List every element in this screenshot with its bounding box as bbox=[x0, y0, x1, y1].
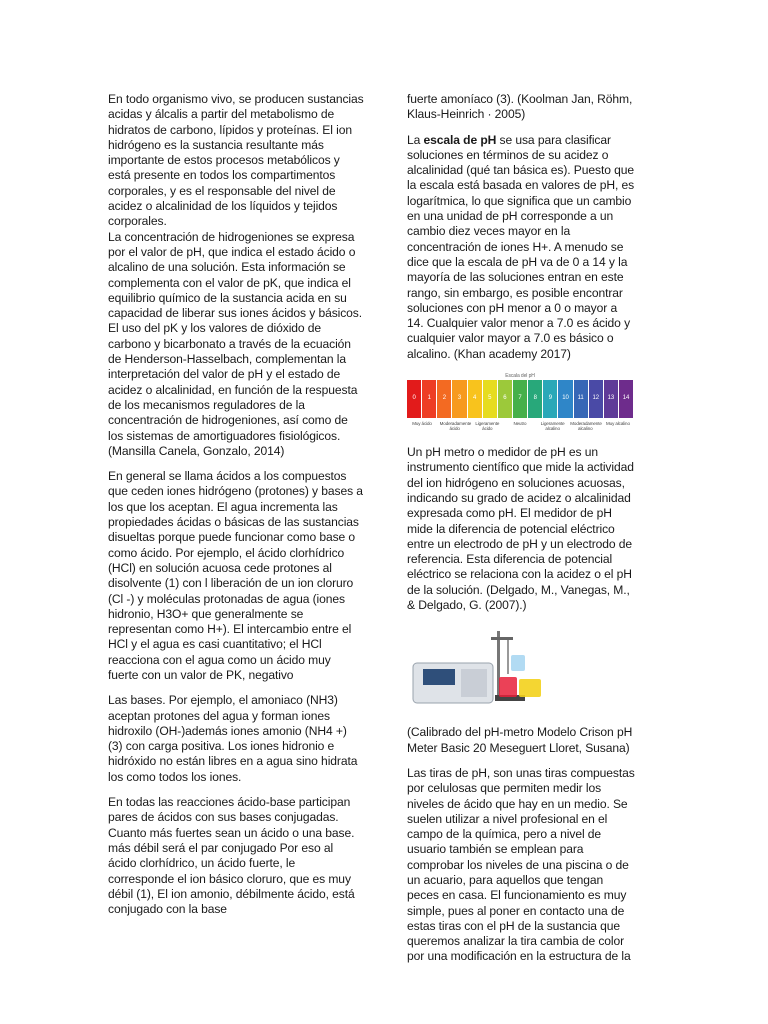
ph-cell-9: 9 bbox=[543, 380, 557, 418]
ph-cell-6: 6 bbox=[498, 380, 512, 418]
ph-descriptor: Moderadamente ácido bbox=[439, 421, 472, 432]
ph-scale-term: escala de pH bbox=[423, 132, 497, 147]
ph-cell-3: 3 bbox=[452, 380, 466, 418]
ph-cell-8: 8 bbox=[528, 380, 542, 418]
paragraph-intro: En todo organismo vivo, se producen sustancias acidas y álcalis a partir del metabolismo de hidratos de carbono, lípidos y proteínas. El ion hidrógeno es la sustancia resultante más importante de estos procesos metabólicos y está presente en todos los compartimentos corporales, y es el responsable del nivel de acidez o alcalinidad de los líquidos y tejidos corporales. bbox=[108, 92, 364, 229]
ph-cell-11: 11 bbox=[574, 380, 588, 418]
paragraph-bases: Las bases. Por ejemplo, el amoniaco (NH3) aceptan protones del agua y forman iones hidroxilo (OH-)además iones amonio (NH4 +) (3) con carga positiva. Los iones hidronio e hidróxido no están libres en a agua sino hidrata los como todos los iones. bbox=[108, 693, 358, 784]
ph-descriptor: Muy ácido bbox=[412, 421, 432, 427]
paragraph-ammonia-citation: fuerte amoníaco (3). (Koolman Jan, Röhm, Klaus-Heinrich · 2005) bbox=[407, 92, 633, 122]
ph-descriptor: Moderadamente alcalino bbox=[570, 421, 602, 432]
ph-cell-2: 2 bbox=[437, 380, 451, 418]
ph-meter-illustration bbox=[411, 623, 551, 713]
ph-cell-10: 10 bbox=[558, 380, 572, 418]
paragraph-ph-meter: Un pH metro o medidor de pH es un instrumento científico que mide la actividad del ion hidrógeno en soluciones acuosas, indicando su grado de acidez o alcalinidad expresada como pH. El medidor de pH mide la diferencia de potencial eléctrico entre un electrodo de pH y un electrodo de referencia. Esta diferencia de potencial eléctrico se relaciona con la acidez o el pH de la solución. (Delgado, M., Vanegas, M., & Delgado, G. (2007).) bbox=[407, 445, 634, 613]
ph-descriptor: Ligeramente alcalino bbox=[540, 421, 565, 432]
paragraph-conjugate-pairs: En todas las reacciones ácido-base participan pares de ácidos con sus bases conjugadas. Cuanto más fuertes sean un ácido o una base. más débil será el par conjugado Por eso al ácido clorhídrico, un ácido fuerte, le corresponde el ion básico cloruro, que es muy débil (1), El ion amonio, débilmente ácido, está conjugado con la base bbox=[108, 795, 355, 917]
ph-descriptor: Ligeramente ácido bbox=[475, 421, 500, 432]
ph-descriptor: Muy alcalino bbox=[606, 421, 630, 427]
ph-cell-13: 13 bbox=[604, 380, 618, 418]
left-column bbox=[108, 92, 364, 927]
paragraph-acids: En general se llama ácidos a los compuestos que ceden iones hidrógeno (protones) y bases a los que los aceptan. El agua incrementa las propiedades ácidas o básicas de las sustancias disueltas porque puede funcionar como base o como ácido. Por ejemplo, el ácido clorhídrico (HCl) en solución acuosa cede protones al disolvente (1) con l liberación de un ion cloruro (Cl -) y moléculas protonadas de agua (iones hidronio, H3O+ que generalmente se representan como H+). El intercambio entre el HCl y el agua es casi cuantitativo; el HCl reacciona con el agua como un ácido muy fuerte con un valor de PK, negativo bbox=[108, 469, 363, 682]
ph-descriptor: Neutro bbox=[513, 421, 527, 427]
paragraph-ph-scale bbox=[407, 133, 635, 362]
right-column bbox=[407, 92, 635, 975]
ph-scale-figure bbox=[407, 372, 633, 433]
paragraph-ph-concentration: La concentración de hidrogeniones se expresa por el valor de pH, que indica el estado ácido o alcalino de una solución. Esta información se complementa con el valor de pK, que indica el equilibrio químico de la sustancia acida en su capacidad de liberar sus iones ácidos y básicos. El uso del pK y los valores de dióxido de carbono y bicarbonato a través de la ecuación de Henderson-Hasselbach, complementan la interpretación del valor de pH y el estado de acidez o alcalinidad, en función de la respuesta de los mecanismos reguladores de la concentración de hidrogeniones, así como de los sistemas de amortiguadores fisiológicos. (Mansilla Canela, Gonzalo, 2014) bbox=[108, 229, 363, 458]
ph-cell-1: 1 bbox=[422, 380, 436, 418]
ph-meter-image bbox=[411, 623, 551, 713]
ph-cell-7: 7 bbox=[513, 380, 527, 418]
ph-cell-12: 12 bbox=[589, 380, 603, 418]
ph-scale-lead: La bbox=[407, 132, 424, 147]
ph-cell-14: 14 bbox=[619, 380, 633, 418]
ph-scale-bar bbox=[407, 380, 633, 418]
ph-scale-body: se usa para clasificar soluciones en términos de su acidez o alcalinidad (qué tan básica es). Puesto que la escala está basada en valores de pH, es logarítmica, lo que significa que un cambio en una unidad de pH corresponde a un cambio diez veces mayor en la concentración de iones H+. A menudo se dice que la escala de pH va de 0 a 14 y la mayoría de las soluciones entran en este rango, sin embargo, es posible encontrar soluciones con pH menor a 0 o mayor a 14. Cualquier valor menor a 7.0 es ácido y cualquier valor mayor a 7.0 es básico o alcalino. (Khan academy 2017) bbox=[407, 132, 635, 361]
ph-cell-0: 0 bbox=[407, 380, 421, 418]
paragraph-ph-strips: Las tiras de pH, son unas tiras compuestas por celulosas que permiten medir los niveles de ácido que hay en un medio. Se suelen utilizar a nivel profesional en el campo de la química, pero a nivel de usuario también se emplean para comprobar los niveles de una piscina o de un acuario, para aquellos que tengan peces en casa. El funcionamiento es muy simple, pues al poner en contacto una de estas tiras con el pH de la sustancia que queremos analizar la tira cambia de color por una modificación en la estructura de la bbox=[407, 765, 635, 964]
figure-caption: (Calibrado del pH-metro Modelo Crison pH Meter Basic 20 Meseguert Lloret, Susana) bbox=[407, 725, 633, 755]
ph-cell-5: 5 bbox=[483, 380, 497, 418]
ph-cell-4: 4 bbox=[468, 380, 482, 418]
ph-scale-descriptors bbox=[407, 421, 633, 433]
ph-scale-title: Escala del pH bbox=[505, 373, 535, 380]
